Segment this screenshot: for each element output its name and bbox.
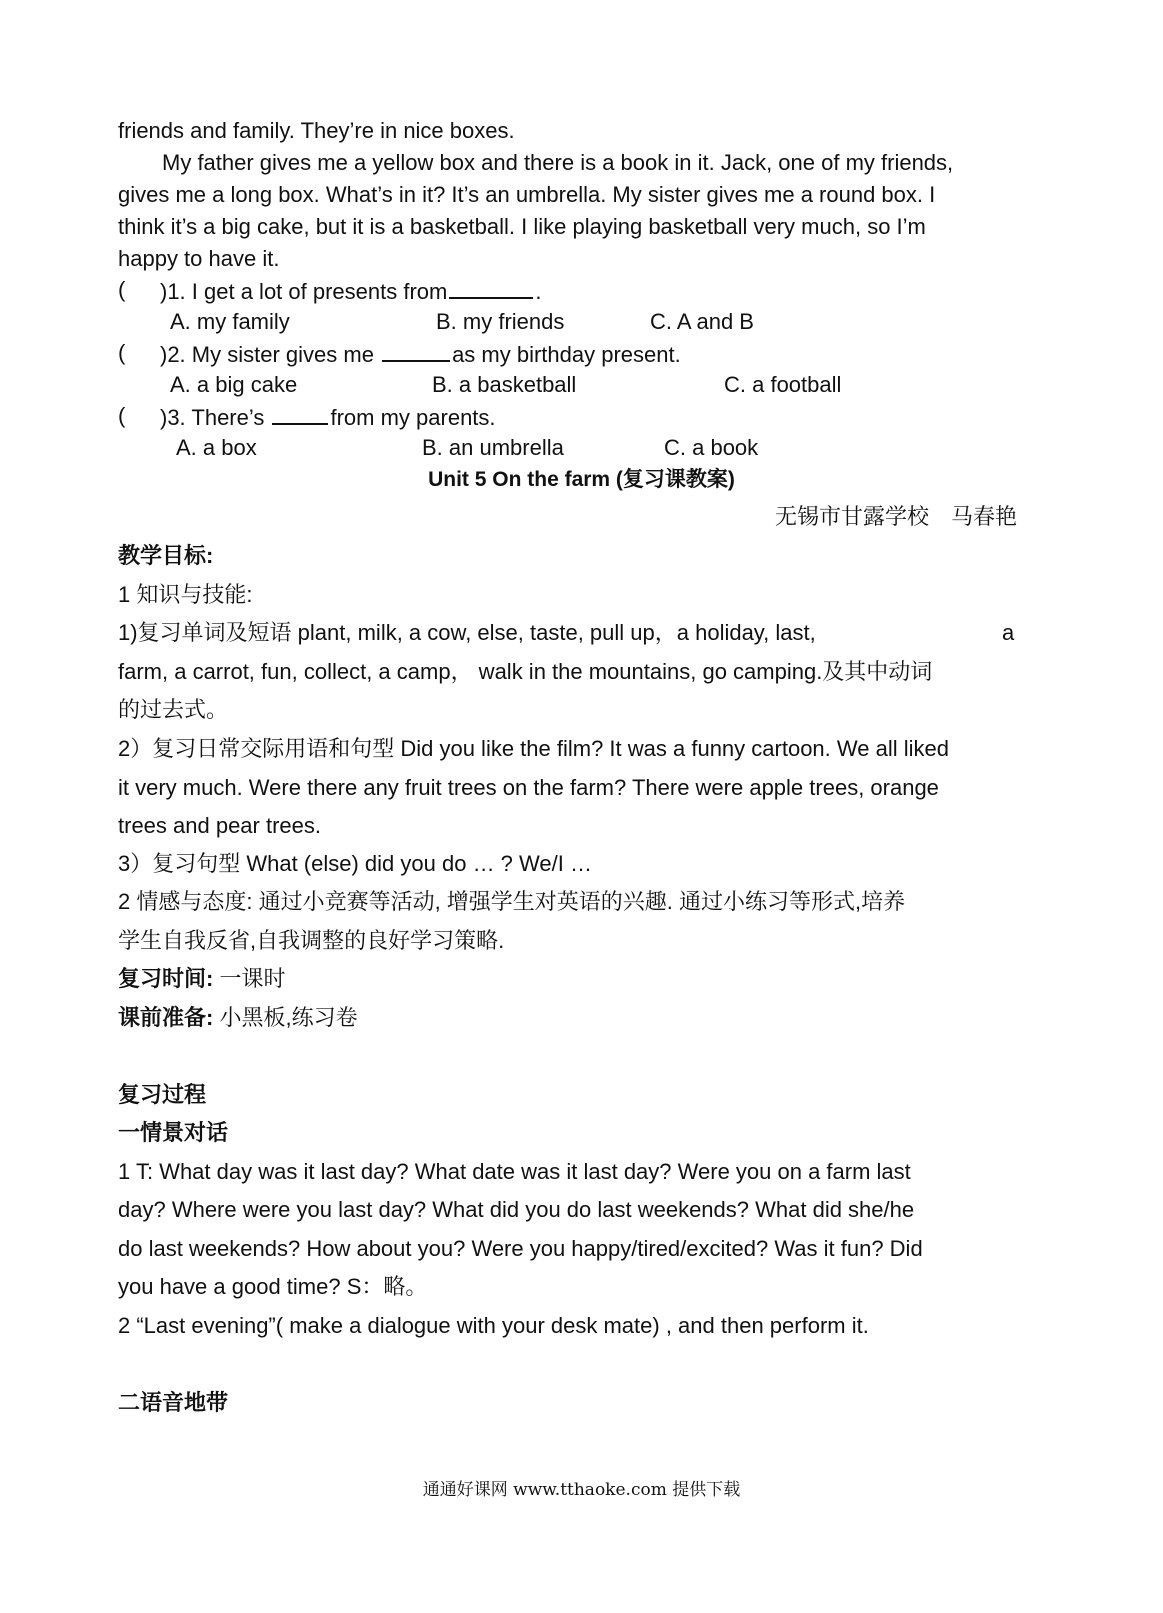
goal-2b-line: it very much. Were there any fruit trees on the farm? There were apple trees, orange [118, 775, 939, 800]
question-paren: ( [118, 403, 126, 428]
goal-3-line: 3）复习句型 What (else) did you do … ? We/I … [118, 851, 592, 876]
page-footer: 通通好课网 www.tthaoke.com 提供下载 [422, 1480, 741, 1500]
option-a: A. my family [170, 309, 290, 334]
question-text: )1. I get a lot of presents from . [160, 275, 541, 307]
section-2-heading: 二语音地带 [118, 1390, 229, 1415]
goal-2a-line: 2）复习日常交际用语和句型 Did you like the film? It was a funny cartoon. We all liked [118, 736, 949, 761]
review-time: 复习时间: 一课时 [118, 966, 286, 991]
question-paren: ( [118, 277, 126, 302]
dialogue-line: 1 T: What day was it last day? What date was it last day? Were you on a farm last [118, 1159, 911, 1184]
goal-2-attitude: 2 情感与态度: 通过小竞赛等活动, 增强学生对英语的兴趣. 通过小练习等形式,培养 [118, 889, 906, 914]
passage-line: My father gives me a yellow box and there is a book in it. Jack, one of my friends, [162, 150, 954, 175]
dialogue-line: do last weekends? How about you? Were you happy/tired/excited? Was it fun? Did [118, 1236, 923, 1261]
option-b: B. a basketball [432, 372, 577, 397]
dialogue-line: day? Where were you last day? What did you do last weekends? What did she/he [118, 1197, 915, 1222]
option-b: B. my friends [436, 309, 565, 334]
answer-blank[interactable] [449, 275, 533, 299]
goal-1-heading: 1 知识与技能: [118, 582, 253, 607]
author-line: 无锡市甘露学校 马春艳 [774, 504, 1017, 529]
question-paren: ( [118, 340, 126, 365]
answer-blank[interactable] [272, 401, 328, 425]
goal-2-attitude-cont: 学生自我反省,自我调整的良好学习策略. [118, 928, 505, 953]
question-text: )3. There’s from my parents. [160, 401, 496, 433]
passage-line: gives me a long box. What’s in it? It’s an umbrella. My sister gives me a round box. I [118, 182, 936, 207]
goal-1c-line: 的过去式。 [118, 697, 229, 722]
goal-1a-line: 1)复习单词及短语 plant, milk, a cow, else, taste, pull up，a holiday, last, [118, 620, 816, 645]
option-a: A. a big cake [170, 372, 298, 397]
goal-2c-line: trees and pear trees. [118, 813, 322, 838]
passage-line: friends and family. They’re in nice boxes. [118, 118, 515, 143]
passage-line: happy to have it. [118, 246, 280, 271]
option-c: C. a football [724, 372, 842, 397]
question-text: )2. My sister gives me as my birthday present. [160, 338, 681, 370]
option-c: C. A and B [650, 309, 754, 334]
preparation: 课前准备: 小黑板,练习卷 [118, 1005, 358, 1030]
dialogue-line: 2 “Last evening”( make a dialogue with your desk mate) , and then perform it. [118, 1313, 869, 1338]
process-heading: 复习过程 [118, 1082, 207, 1107]
option-a: A. a box [176, 435, 257, 460]
goal-1a-end: a [1002, 620, 1015, 645]
lesson-title: Unit 5 On the farm (复习课教案) [428, 468, 735, 491]
passage-line: think it’s a big cake, but it is a basketball. I like playing basketball very much, so I’m [118, 214, 926, 239]
goal-1b-line: farm, a carrot, fun, collect, a camp， walk in the mountains, go camping.及其中动词 [118, 659, 933, 684]
section-1-heading: 一情景对话 [118, 1120, 229, 1145]
answer-blank[interactable] [382, 338, 450, 362]
dialogue-line: you have a good time? S：略。 [118, 1274, 428, 1299]
option-b: B. an umbrella [422, 435, 564, 460]
option-c: C. a book [664, 435, 759, 460]
goals-heading: 教学目标: [118, 543, 214, 568]
